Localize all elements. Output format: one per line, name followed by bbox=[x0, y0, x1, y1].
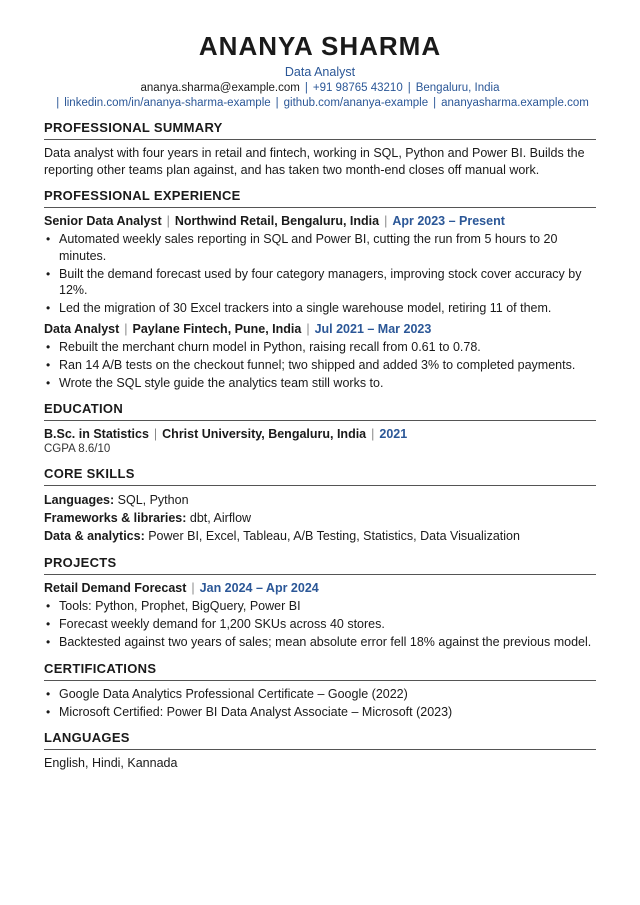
skill-row bbox=[44, 509, 596, 527]
separator: | bbox=[407, 82, 411, 94]
job-dates: Jul 2021 – Mar 2023 bbox=[314, 321, 432, 336]
separator: | bbox=[306, 321, 310, 336]
list-item: • Forecast weekly demand for 1,200 SKUs across 40 stores. bbox=[44, 616, 596, 633]
list-item: • Ran 14 A/B tests on the checkout funnel; two shipped and added 3% to completed payments. bbox=[44, 357, 596, 374]
job-position: Data Analyst bbox=[44, 321, 120, 336]
summary-text: Data analyst with four years in retail and fintech, working in SQL, Python and Power BI. Builds the reporting other teams plan against, and has taken two month-end closes off manual work. bbox=[44, 146, 585, 177]
list-item: • Google Data Analytics Professional Certificate – Google (2022) bbox=[44, 686, 596, 703]
school: Christ University, Bengaluru, India bbox=[162, 427, 367, 441]
github-link[interactable]: github.com/ananya-example bbox=[283, 97, 429, 109]
list-item: • Rebuilt the merchant churn model in Python, raising recall from 0.61 to 0.78. bbox=[44, 339, 596, 356]
list-item: • Backtested against two years of sales; mean absolute error fell 18% against the previous model. bbox=[44, 634, 596, 651]
separator: | bbox=[275, 97, 279, 109]
job-header bbox=[44, 213, 596, 229]
separator: | bbox=[371, 427, 375, 441]
contact-line-1 bbox=[44, 81, 596, 95]
job-bullets bbox=[44, 231, 596, 317]
skill-row bbox=[44, 491, 596, 509]
graduation-year: 2021 bbox=[379, 427, 408, 441]
separator: | bbox=[384, 214, 388, 228]
separator: | bbox=[191, 581, 195, 595]
summary-section bbox=[44, 120, 596, 178]
certification-list bbox=[44, 686, 596, 721]
degree: B.Sc. in Statistics bbox=[44, 427, 149, 441]
languages-section bbox=[44, 730, 596, 772]
separator: | bbox=[124, 321, 128, 336]
languages-heading: LANGUAGES bbox=[44, 730, 596, 750]
skills-heading: CORE SKILLS bbox=[44, 466, 596, 486]
list-item: • Wrote the SQL style guide the analytics team still works to. bbox=[44, 375, 596, 392]
project-header bbox=[44, 580, 596, 596]
languages-text: English, Hindi, Kannada bbox=[44, 756, 178, 770]
projects-section bbox=[44, 555, 596, 651]
education-heading: EDUCATION bbox=[44, 401, 596, 421]
job-position: Senior Data Analyst bbox=[44, 214, 162, 228]
skill-label: Languages: bbox=[44, 493, 115, 507]
summary-heading: PROFESSIONAL SUMMARY bbox=[44, 120, 596, 140]
grade: CGPA 8.6/10 bbox=[44, 443, 111, 455]
project-bullets bbox=[44, 598, 596, 651]
skill-value: Power BI, Excel, Tableau, A/B Testing, Statistics, Data Visualization bbox=[148, 529, 520, 543]
job-bullets bbox=[44, 339, 596, 392]
skill-row bbox=[44, 527, 596, 545]
job-company: Northwind Retail, Bengaluru, India bbox=[174, 214, 380, 228]
skill-label: Frameworks & libraries: bbox=[44, 511, 187, 525]
education-section bbox=[44, 401, 596, 456]
certifications-heading: CERTIFICATIONS bbox=[44, 661, 596, 681]
experience-section bbox=[44, 188, 596, 391]
project-name: Retail Demand Forecast bbox=[44, 581, 187, 595]
separator: | bbox=[153, 427, 158, 441]
separator: | bbox=[433, 97, 437, 109]
job-company: Paylane Fintech, Pune, India bbox=[132, 321, 302, 336]
location-text: Bengaluru, India bbox=[415, 82, 500, 94]
separator: | bbox=[304, 82, 308, 94]
list-item: • Tools: Python, Prophet, BigQuery, Power BI bbox=[44, 598, 596, 615]
phone-link[interactable]: +91 98765 43210 bbox=[312, 82, 403, 94]
contact-line-2 bbox=[44, 96, 596, 110]
list-item: • Built the demand forecast used by four category managers, improving stock cover accuracy by 12%. bbox=[44, 266, 596, 299]
skills-section bbox=[44, 466, 596, 545]
projects-heading: PROJECTS bbox=[44, 555, 596, 575]
candidate-name: ANANYA SHARMA bbox=[198, 31, 442, 61]
website-link[interactable]: ananyasharma.example.com bbox=[441, 97, 589, 109]
candidate-role: Data Analyst bbox=[284, 65, 356, 79]
skill-value: dbt, Airflow bbox=[189, 511, 252, 525]
list-item: • Automated weekly sales reporting in SQL and Power BI, cutting the run from 5 hours to 20 minutes. bbox=[44, 231, 596, 264]
list-item: • Microsoft Certified: Power BI Data Analyst Associate – Microsoft (2023) bbox=[44, 704, 596, 721]
experience-heading: PROFESSIONAL EXPERIENCE bbox=[44, 188, 596, 208]
separator: | bbox=[166, 214, 170, 228]
education-header bbox=[44, 426, 596, 442]
certifications-section bbox=[44, 661, 596, 721]
job-header bbox=[44, 321, 596, 337]
email-link[interactable]: ananya.sharma@example.com bbox=[140, 82, 300, 94]
separator: | bbox=[56, 97, 60, 109]
list-item: • Led the migration of 30 Excel trackers into a single warehouse model, retiring 11 of them. bbox=[44, 300, 596, 317]
linkedin-link[interactable]: linkedin.com/in/ananya-sharma-example bbox=[64, 97, 271, 109]
skill-value: SQL, Python bbox=[117, 493, 189, 507]
skill-label: Data & analytics: bbox=[44, 529, 145, 543]
job-dates: Apr 2023 – Present bbox=[392, 214, 505, 228]
project-dates: Jan 2024 – Apr 2024 bbox=[199, 581, 319, 595]
